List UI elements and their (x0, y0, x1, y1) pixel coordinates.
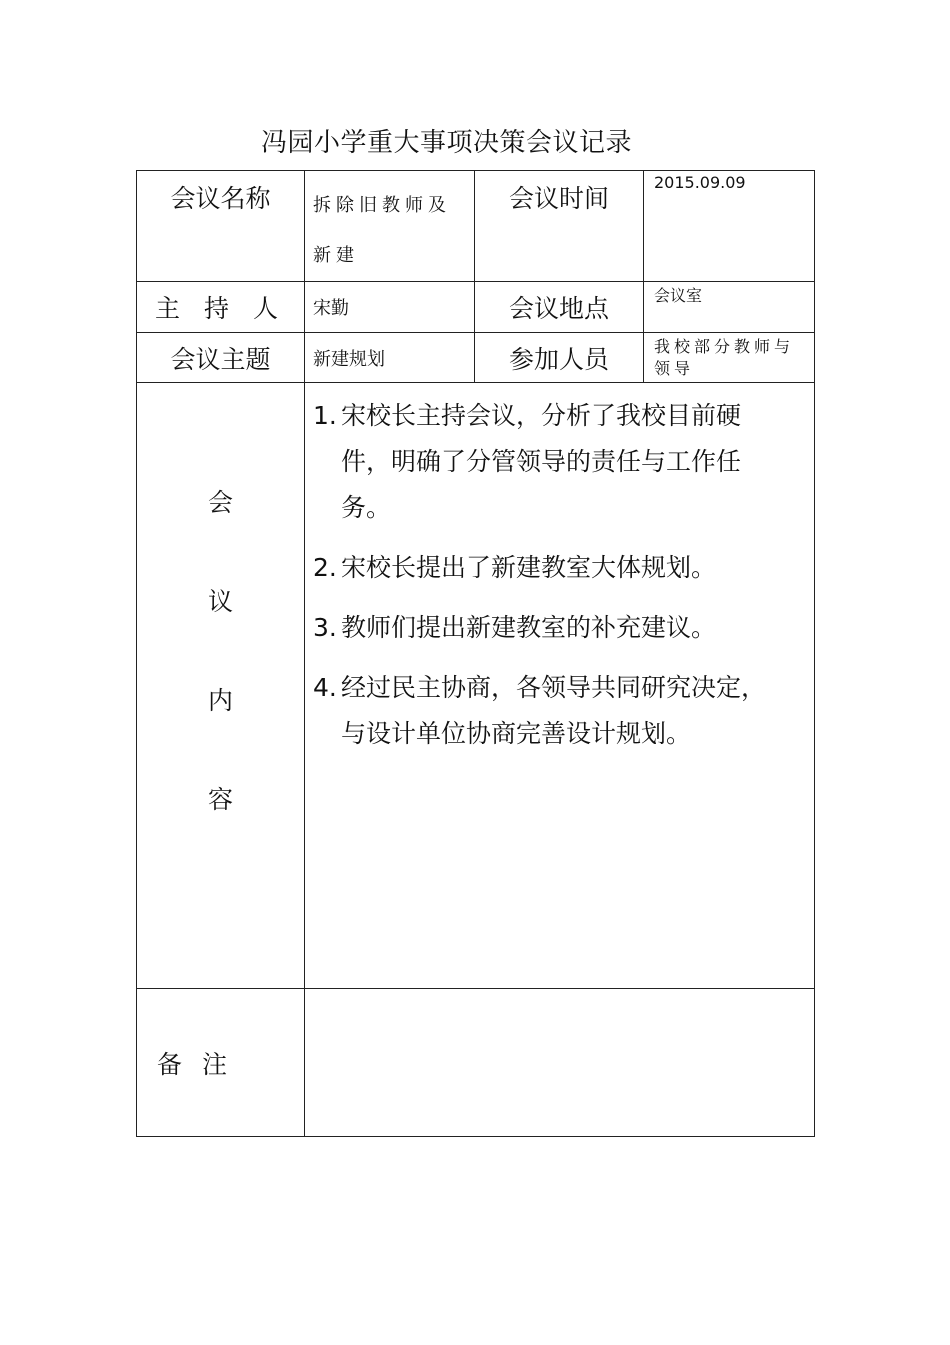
item-text: 教师们提出新建教室的补充建议。 (341, 613, 717, 642)
topic-value: 新建规划 (305, 333, 475, 383)
meeting-time-value: 2015.09.09 (644, 171, 815, 282)
item-text: 宋校长提出了新建教室大体规划。 (341, 553, 717, 582)
page-title: 冯园小学重大事项决策会议记录 (260, 128, 632, 158)
content-label-char: 议 (207, 587, 233, 616)
place-label: 会议地点 (475, 282, 644, 333)
content-label-char: 会 (207, 488, 233, 517)
attendees-value: 我校部分教师与领导 (644, 333, 815, 383)
item-number: 4. (313, 673, 337, 702)
list-item (313, 393, 784, 531)
topic-label: 会议主题 (137, 333, 305, 383)
content-list (305, 383, 784, 757)
host-label: 主 持 人 (137, 282, 305, 333)
place-value: 会议室 (644, 282, 815, 333)
meeting-name-value: 拆除旧教师及新建 (305, 171, 475, 282)
list-item (313, 665, 784, 757)
item-number: 3. (313, 613, 337, 642)
attendees-label: 参加人员 (475, 333, 644, 383)
list-item (313, 545, 784, 591)
content-label-char: 容 (207, 785, 233, 814)
content-label-char: 内 (207, 686, 233, 715)
item-number: 1. (313, 401, 337, 430)
remarks-label: 备 注 (137, 989, 305, 1137)
list-item (313, 605, 784, 651)
meeting-time-label: 会议时间 (475, 171, 644, 282)
item-text: 宋校长主持会议，分析了我校目前硬件，明确了分管领导的责任与工作任务。 (341, 401, 742, 522)
meeting-record-table (136, 170, 815, 1137)
remarks-value (305, 989, 815, 1137)
item-number: 2. (313, 553, 337, 582)
item-text: 经过民主协商，各领导共同研究决定，与设计单位协商完善设计规划。 (341, 673, 767, 748)
content-body (305, 383, 815, 989)
host-value: 宋勤 (305, 282, 475, 333)
content-label (137, 383, 305, 989)
meeting-name-label: 会议名称 (137, 171, 305, 282)
